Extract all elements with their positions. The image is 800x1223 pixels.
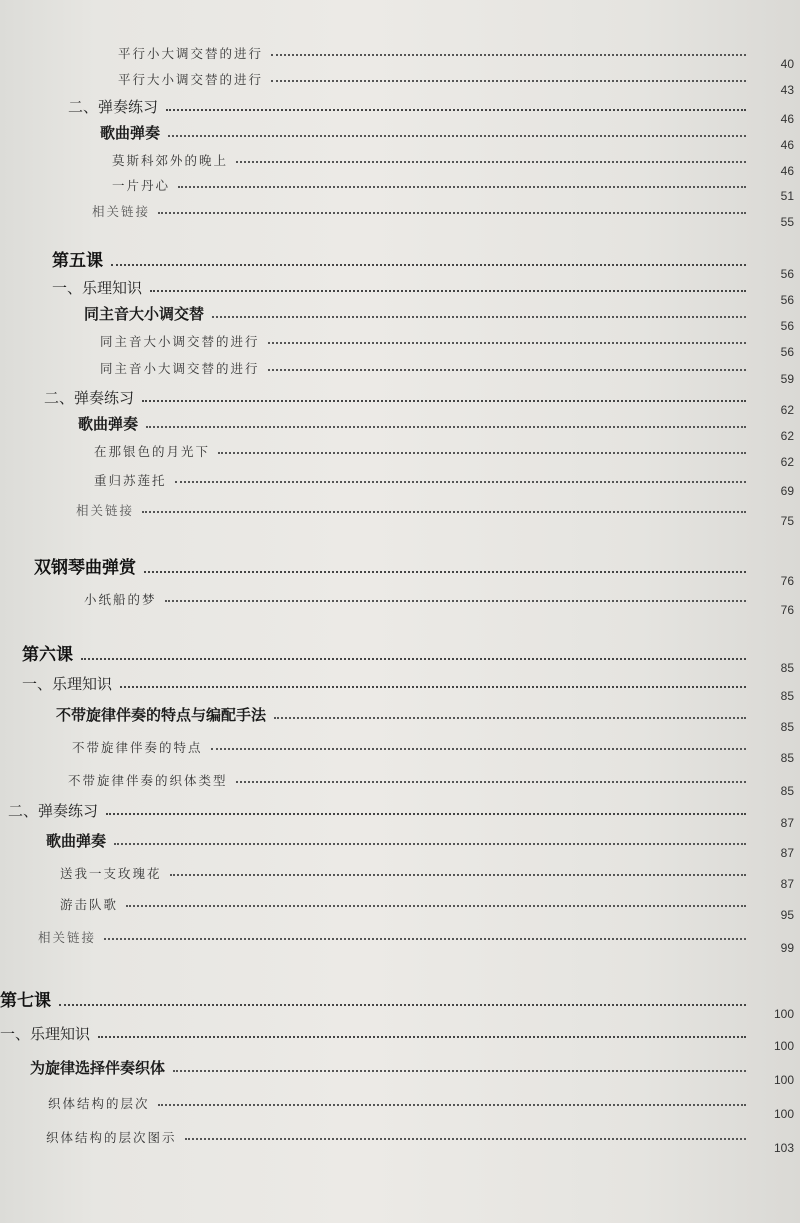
- toc-entry-label: 送我一支玫瑰花: [60, 865, 162, 881]
- toc-page-number: 59: [780, 372, 794, 386]
- toc-entry[interactable]: [0, 166, 800, 203]
- toc-leader: [59, 1004, 746, 1006]
- toc-entry[interactable]: [0, 461, 800, 498]
- toc-leader: [142, 511, 746, 513]
- toc-entry-label: 相关链接: [38, 929, 97, 945]
- toc-leader: [173, 1070, 746, 1072]
- toc-leader: [114, 843, 746, 845]
- toc-leader: [175, 481, 746, 483]
- toc-leader: [106, 813, 746, 815]
- toc-entry[interactable]: [0, 319, 800, 359]
- toc-entry[interactable]: [0, 112, 800, 152]
- toc-page-number: 100: [773, 1039, 794, 1053]
- toc-page-number: 46: [780, 112, 794, 126]
- toc-page-number: 100: [773, 1007, 794, 1021]
- toc-leader: [98, 1036, 746, 1038]
- toc-leader: [146, 426, 746, 428]
- toc-leader: [120, 686, 746, 688]
- toc-leader: [150, 290, 746, 292]
- toc-entry[interactable]: [0, 293, 800, 333]
- toc-leader: [168, 135, 746, 137]
- toc-page-number: 56: [780, 345, 794, 359]
- toc-page-number: 62: [780, 455, 794, 469]
- toc-page-number: 87: [780, 877, 794, 891]
- toc-entry-label: 双钢琴曲弹赏: [34, 558, 136, 578]
- toc-leader: [142, 400, 746, 402]
- toc-entry[interactable]: [0, 823, 800, 860]
- toc-entry[interactable]: [0, 138, 800, 178]
- toc-entry-label: 相关链接: [76, 502, 135, 518]
- toc-leader: [126, 905, 746, 907]
- toc-entry[interactable]: [0, 1084, 800, 1121]
- toc-entry[interactable]: [0, 1016, 800, 1053]
- toc-leader: [185, 1138, 746, 1140]
- toc-page-number: 69: [780, 484, 794, 498]
- toc-entry[interactable]: [0, 728, 800, 765]
- toc-entry[interactable]: [0, 885, 800, 922]
- toc-page-number: 56: [780, 319, 794, 333]
- toc-entry[interactable]: [0, 551, 800, 588]
- toc-page-number: 62: [780, 403, 794, 417]
- toc-page-number: 43: [780, 83, 794, 97]
- toc-entry[interactable]: [0, 89, 800, 126]
- toc-entry-label: 莫斯科郊外的晚上: [112, 152, 229, 168]
- toc-entry-label: 一、乐理知识: [22, 675, 113, 693]
- toc-entry-label: 第六课: [22, 645, 73, 665]
- toc-entry-label: 二、弹奏练习: [44, 389, 135, 407]
- toc-entry-label: 游击队歌: [60, 896, 119, 912]
- toc-entry-label: 在那银色的月光下: [94, 443, 211, 459]
- toc-page-number: 87: [780, 816, 794, 830]
- toc-page-number: 76: [780, 574, 794, 588]
- toc-entry-label: 小纸船的梦: [84, 591, 157, 607]
- toc-page-number: 62: [780, 429, 794, 443]
- toc-entry[interactable]: [0, 638, 800, 675]
- toc-leader: [158, 212, 746, 214]
- toc-entry[interactable]: [0, 580, 800, 617]
- toc-entry[interactable]: [0, 380, 800, 417]
- toc-leader: [212, 316, 746, 318]
- toc-entry[interactable]: [0, 244, 800, 281]
- toc-leader: [271, 54, 746, 56]
- toc-entry-label: 平行小大调交替的进行: [118, 45, 264, 61]
- toc-page-number: 100: [773, 1107, 794, 1121]
- toc-page-number: 56: [780, 267, 794, 281]
- toc-entry-label: 同主音大小调交替: [84, 305, 205, 323]
- toc-entry[interactable]: [0, 854, 800, 891]
- toc-page-number: 85: [780, 661, 794, 675]
- toc-entry-label: 不带旋律伴奏的特点: [72, 739, 203, 755]
- toc-entry-label: 相关链接: [92, 203, 151, 219]
- toc-entry-label: 歌曲弹奏: [100, 124, 161, 142]
- toc-entry[interactable]: [0, 1050, 800, 1087]
- toc-page-number: 95: [780, 908, 794, 922]
- toc-leader: [268, 369, 746, 371]
- toc-leader: [81, 658, 746, 660]
- toc-page-number: 76: [780, 603, 794, 617]
- toc-page-number: 75: [780, 514, 794, 528]
- toc-page-number: 85: [780, 784, 794, 798]
- toc-leader: [218, 452, 746, 454]
- toc-page-number: 56: [780, 293, 794, 307]
- toc-entry[interactable]: [0, 793, 800, 830]
- toc-entry[interactable]: [0, 918, 800, 955]
- toc-entry-label: 第七课: [0, 991, 51, 1011]
- toc-entry-label: 织体结构的层次图示: [46, 1129, 177, 1145]
- toc-entry[interactable]: [0, 57, 800, 97]
- toc-page-number: 103: [773, 1141, 794, 1155]
- toc-leader: [104, 938, 746, 940]
- toc-page-number: 40: [780, 57, 794, 71]
- toc-page-number: 100: [773, 1073, 794, 1087]
- toc-page-number: 99: [780, 941, 794, 955]
- toc-leader: [236, 161, 746, 163]
- toc-entry-label: 重归苏莲托: [94, 472, 167, 488]
- toc-entry[interactable]: [0, 349, 800, 386]
- toc-entry[interactable]: [0, 267, 800, 307]
- toc-entry-label: 不带旋律伴奏的织体类型: [68, 772, 228, 788]
- toc-entry[interactable]: [0, 697, 800, 734]
- toc-leader: [166, 109, 746, 111]
- toc-leader: [274, 717, 746, 719]
- toc-entry-label: 一、乐理知识: [52, 279, 143, 297]
- toc-page-number: 85: [780, 751, 794, 765]
- toc-leader: [111, 264, 746, 266]
- toc-page-number: 51: [780, 189, 794, 203]
- toc-entry[interactable]: [0, 491, 800, 528]
- toc-entry-label: 同主音大小调交替的进行: [100, 333, 260, 349]
- toc-entry-label: 为旋律选择伴奏织体: [30, 1059, 166, 1077]
- toc-entry-label: 一片丹心: [112, 177, 171, 193]
- toc-leader: [236, 781, 746, 783]
- toc-entry[interactable]: [0, 34, 800, 71]
- toc-entry[interactable]: [0, 429, 800, 469]
- toc-leader: [178, 186, 746, 188]
- toc-entry[interactable]: [0, 1118, 800, 1155]
- toc-leader: [158, 1104, 746, 1106]
- toc-page-number: 46: [780, 138, 794, 152]
- toc-page-number: 87: [780, 846, 794, 860]
- toc-entry-label: 一、乐理知识: [0, 1025, 91, 1043]
- toc-leader: [165, 600, 746, 602]
- toc-page-number: 85: [780, 689, 794, 703]
- toc-page-number: 55: [780, 215, 794, 229]
- toc-entry-label: 不带旋律伴奏的特点与编配手法: [56, 706, 267, 724]
- toc-leader: [268, 342, 746, 344]
- toc-leader: [144, 571, 746, 573]
- toc-page-number: 85: [780, 720, 794, 734]
- toc-entry[interactable]: [0, 666, 800, 703]
- toc-entry-label: 二、弹奏练习: [8, 802, 99, 820]
- toc-entry-label: 歌曲弹奏: [78, 415, 139, 433]
- toc-entry-label: 第五课: [52, 251, 103, 271]
- toc-entry-label: 同主音小大调交替的进行: [100, 360, 260, 376]
- toc-leader: [271, 80, 746, 82]
- toc-entry[interactable]: [0, 761, 800, 798]
- toc-entry-label: 平行大小调交替的进行: [118, 71, 264, 87]
- toc-entry-label: 歌曲弹奏: [46, 832, 107, 850]
- toc-entry[interactable]: [0, 403, 800, 443]
- toc-entry[interactable]: [0, 984, 800, 1021]
- toc-leader: [170, 874, 746, 876]
- toc-entry-label: 二、弹奏练习: [68, 98, 159, 116]
- toc-page-number: 46: [780, 164, 794, 178]
- toc-leader: [211, 748, 746, 750]
- toc-entry[interactable]: [0, 189, 800, 229]
- toc-entry-label: 织体结构的层次: [48, 1095, 150, 1111]
